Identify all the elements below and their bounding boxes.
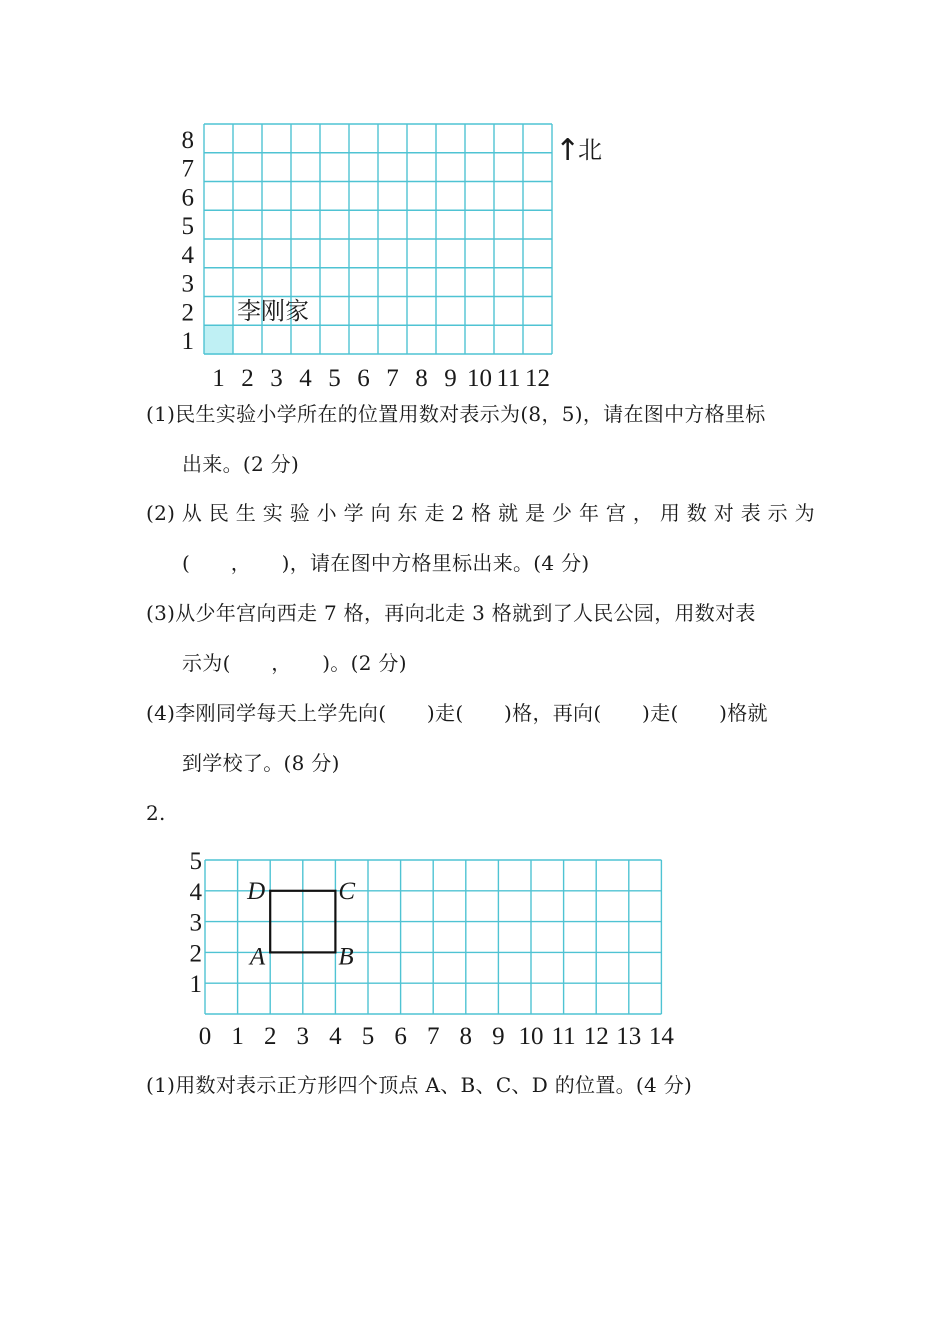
grid-1-x-label: 8 [415, 365, 428, 390]
q4-line2: 到学校了。(8 分) [182, 751, 340, 775]
grid-2-y-label: 3 [189, 909, 202, 937]
grid-1-x-label: 2 [241, 365, 254, 390]
q2-line2: ( ， )，请在图中方格里标出来。(4 分) [182, 551, 590, 575]
grid-1-y-label: 2 [181, 299, 194, 327]
q1-line2: 出来。(2 分) [182, 452, 300, 476]
vertex-label-c: C [338, 877, 356, 905]
q1-line1: (1)民生实验小学所在的位置用数对表示为(8，5)，请在图中方格里标 [146, 402, 766, 426]
grid-2-x-label: 13 [616, 1023, 642, 1050]
q2-line1: (2) 从 民 生 实 验 小 学 向 东 走 2 格 就 是 少 年 宫 ， 用 数 对 表 示 为 [146, 501, 815, 525]
q4-line1: (4)李刚同学每天上学先向( )走( )格，再向( )走( )格就 [146, 701, 768, 725]
grid-2-x-label: 14 [648, 1023, 674, 1050]
grid-1-y-label: 5 [181, 213, 194, 240]
vertex-label-d: D [247, 877, 266, 905]
grid-2-x-label: 0 [198, 1023, 212, 1050]
grid-1-x-label: 3 [270, 365, 283, 390]
home-label: 李刚家 [237, 297, 309, 325]
grid-1-start-cell [204, 326, 233, 355]
grid-1-y-label: 8 [181, 126, 194, 154]
grid-2-figure [180, 840, 700, 1055]
grid-1-y-label: 1 [181, 328, 194, 355]
grid-1-x-label: 11 [496, 365, 521, 390]
grid-2-x-label: 1 [231, 1023, 244, 1050]
q3-line2: 示为( ， )。(2 分) [182, 651, 407, 675]
grid-1-x-label: 7 [386, 365, 399, 390]
grid-1-y-label: 6 [181, 184, 194, 212]
grid-2-x-label: 2 [263, 1023, 277, 1050]
grid-2-x-label: 7 [426, 1023, 440, 1050]
grid-1-x-label: 9 [444, 365, 457, 390]
grid-1-x-label: 6 [357, 365, 370, 390]
grid-1-y-label: 3 [181, 270, 194, 298]
grid-2-x-label: 9 [492, 1023, 505, 1050]
vertex-label-b: B [338, 943, 354, 971]
grid-2-y-label: 1 [189, 971, 202, 999]
grid-2-x-label: 5 [361, 1023, 375, 1050]
grid-2-x-label: 10 [518, 1023, 544, 1050]
grid-1-x-label: 12 [525, 365, 550, 390]
q2-1-line1: (1)用数对表示正方形四个顶点 A、B、C、D 的位置。(4 分) [146, 1073, 693, 1097]
vertex-label-a: A [249, 943, 266, 971]
grid-2-x-label: 11 [551, 1023, 576, 1050]
grid-1-x-label: 4 [299, 365, 312, 390]
grid-1-x-label: 5 [328, 365, 341, 390]
north-arrow-icon: ↑ [555, 133, 581, 168]
grid-2-x-label: 12 [583, 1023, 609, 1050]
grid-1-figure [150, 110, 630, 390]
section-2-number: 2. [146, 801, 166, 825]
grid-2-y-label: 5 [189, 848, 202, 875]
north-label: 北 [578, 136, 602, 164]
grid-1-x-label: 1 [212, 365, 225, 390]
q3-line1: (3)从少年宫向西走 7 格，再向北走 3 格就到了人民公园，用数对表 [146, 601, 756, 625]
grid-2-y-label: 2 [189, 940, 202, 968]
grid-2-x-label: 6 [394, 1023, 407, 1050]
grid-1-x-label: 10 [467, 365, 492, 390]
grid-2-x-label: 8 [459, 1023, 473, 1050]
grid-1-y-label: 4 [181, 241, 194, 269]
grid-2-x-label: 3 [296, 1023, 310, 1050]
grid-2-y-label: 4 [189, 878, 202, 906]
grid-1-y-label: 7 [181, 155, 194, 183]
grid-2-x-label: 4 [329, 1023, 342, 1050]
